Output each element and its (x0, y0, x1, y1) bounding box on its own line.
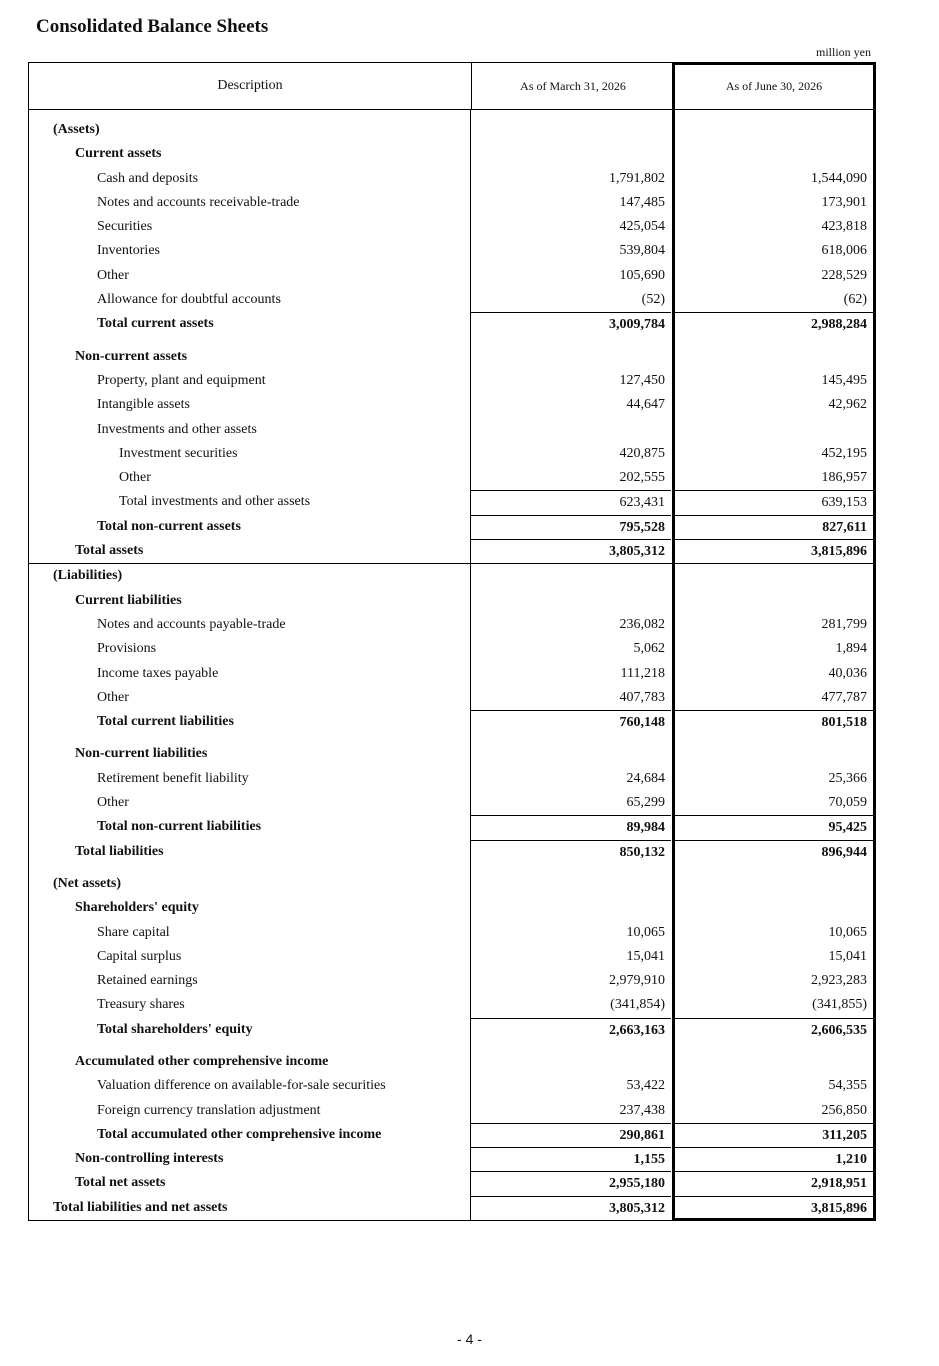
cell-value: 95,425 (828, 820, 867, 836)
cell-value: 53,422 (626, 1078, 665, 1094)
value-march-2026 (471, 1171, 671, 1196)
value-june-2026 (673, 142, 873, 166)
value-march-2026 (471, 710, 671, 735)
cell-value: 477,787 (821, 689, 867, 705)
value-june-2026 (673, 167, 873, 191)
cell-value: 801,518 (821, 715, 867, 731)
cell-value: 2,988,284 (811, 317, 867, 333)
page-title: Consolidated Balance Sheets (36, 16, 269, 37)
row-label: Other (97, 689, 129, 705)
value-june-2026 (673, 515, 873, 540)
cell-value: 236,082 (619, 616, 665, 632)
value-june-2026 (673, 1099, 873, 1123)
value-march-2026 (471, 288, 671, 312)
cell-value: 256,850 (821, 1102, 867, 1118)
cell-value: (52) (641, 292, 665, 308)
cell-value: 281,799 (821, 616, 867, 632)
cell-value: 2,923,283 (811, 973, 867, 989)
table-row (29, 1147, 875, 1171)
row-label: Current assets (75, 146, 162, 162)
table-row (29, 613, 875, 637)
value-june-2026 (673, 1171, 873, 1196)
value-june-2026 (673, 840, 873, 865)
cell-value: 2,918,951 (811, 1176, 867, 1192)
table-row (29, 393, 875, 417)
row-spacer (29, 337, 875, 345)
value-june-2026 (673, 662, 873, 686)
cell-value: 10,065 (626, 924, 665, 940)
row-label: Total non-current liabilities (97, 819, 262, 835)
cell-value: 145,495 (821, 372, 867, 388)
cell-value: 15,041 (828, 948, 867, 964)
value-june-2026 (673, 1050, 873, 1074)
value-june-2026 (673, 239, 873, 263)
table-row (29, 767, 875, 791)
cell-value: (62) (843, 292, 867, 308)
row-label: Intangible assets (97, 397, 190, 413)
row-label: (Assets) (53, 122, 100, 137)
balance-sheet-table (28, 62, 876, 1221)
value-june-2026 (673, 1123, 873, 1148)
value-march-2026 (471, 393, 671, 417)
value-june-2026 (673, 564, 873, 588)
value-june-2026 (673, 264, 873, 288)
value-june-2026 (673, 466, 873, 490)
value-march-2026 (471, 1196, 671, 1221)
value-march-2026 (471, 312, 671, 337)
table-row (29, 686, 875, 710)
value-march-2026 (471, 418, 671, 442)
cell-value: 186,957 (821, 470, 867, 486)
value-march-2026 (471, 945, 671, 969)
cell-value: 423,818 (821, 219, 867, 235)
table-row (29, 239, 875, 263)
cell-value: (341,854) (610, 997, 665, 1013)
row-label: Non-current assets (75, 348, 188, 364)
row-label: Current liabilities (75, 592, 182, 608)
table-row (29, 215, 875, 239)
value-march-2026 (471, 369, 671, 393)
value-june-2026 (673, 589, 873, 613)
value-june-2026 (673, 312, 873, 337)
table-row (29, 921, 875, 945)
value-march-2026 (471, 1123, 671, 1148)
cell-value: 2,663,163 (609, 1022, 665, 1038)
value-march-2026 (471, 896, 671, 920)
cell-value: 111,218 (620, 665, 665, 681)
row-label: Non-controlling interests (75, 1151, 224, 1167)
value-june-2026 (673, 710, 873, 735)
table-row (29, 490, 875, 514)
cell-value: 202,555 (619, 470, 665, 486)
table-row (29, 840, 875, 864)
cell-value: 3,009,784 (609, 317, 665, 333)
row-label: Total shareholders' equity (97, 1021, 253, 1037)
cell-value: 3,805,312 (609, 544, 665, 560)
cell-value: 24,684 (626, 770, 665, 786)
value-june-2026 (673, 1147, 873, 1172)
row-label: Property, plant and equipment (97, 372, 266, 388)
cell-value: 639,153 (821, 495, 867, 511)
table-row (29, 264, 875, 288)
value-june-2026 (673, 767, 873, 791)
value-june-2026 (673, 345, 873, 369)
row-label: Total accumulated other comprehensive income (97, 1126, 382, 1142)
table-row (29, 1018, 875, 1042)
table-row (29, 288, 875, 312)
cell-value: 896,944 (821, 844, 867, 860)
cell-value: 228,529 (821, 267, 867, 283)
value-june-2026 (673, 742, 873, 766)
cell-value: 420,875 (619, 445, 665, 461)
cell-value: 44,647 (626, 397, 665, 413)
value-march-2026 (471, 345, 671, 369)
value-june-2026 (673, 969, 873, 993)
value-june-2026 (673, 1074, 873, 1098)
cell-value: 452,195 (821, 445, 867, 461)
value-june-2026 (673, 288, 873, 312)
cell-value: 3,815,896 (811, 1200, 867, 1216)
value-march-2026 (471, 840, 671, 865)
table-row (29, 742, 875, 766)
cell-value: 3,815,896 (811, 544, 867, 560)
row-label: Foreign currency translation adjustment (97, 1102, 321, 1118)
table-row (29, 1123, 875, 1147)
value-march-2026 (471, 872, 671, 896)
table-row (29, 969, 875, 993)
cell-value: 127,450 (619, 372, 665, 388)
cell-value: 147,485 (619, 194, 665, 210)
row-label: Securities (97, 219, 153, 235)
value-march-2026 (471, 442, 671, 466)
cell-value: 10,065 (828, 924, 867, 940)
cell-value: 70,059 (828, 795, 867, 811)
value-march-2026 (471, 142, 671, 166)
table-row (29, 896, 875, 920)
value-june-2026 (673, 791, 873, 815)
value-march-2026 (471, 993, 671, 1017)
value-june-2026 (673, 872, 873, 896)
value-march-2026 (471, 662, 671, 686)
cell-value: 795,528 (619, 519, 665, 535)
row-label: Provisions (97, 641, 157, 657)
row-spacer (29, 1042, 875, 1050)
table-header (28, 62, 876, 110)
cell-value: 54,355 (828, 1078, 867, 1094)
value-march-2026 (471, 1050, 671, 1074)
table-row (29, 710, 875, 734)
value-march-2026 (471, 466, 671, 490)
cell-value: 850,132 (619, 844, 665, 860)
cell-value: 2,955,180 (609, 1176, 665, 1192)
value-june-2026 (673, 118, 873, 142)
table-row (29, 1099, 875, 1123)
cell-value: 539,804 (619, 243, 665, 259)
value-june-2026 (673, 993, 873, 1017)
table-row (29, 589, 875, 613)
value-march-2026 (471, 767, 671, 791)
value-march-2026 (471, 1099, 671, 1123)
header-june-2026: As of June 30, 2026 (725, 79, 823, 93)
row-label: (Liabilities) (53, 568, 123, 584)
value-june-2026 (673, 921, 873, 945)
row-label: Inventories (97, 243, 160, 259)
value-march-2026 (471, 515, 671, 540)
value-june-2026 (673, 686, 873, 710)
value-june-2026 (673, 191, 873, 215)
row-label: Total current assets (97, 316, 214, 332)
row-label: Investment securities (119, 445, 238, 461)
value-march-2026 (471, 791, 671, 815)
value-march-2026 (471, 191, 671, 215)
row-label: Shareholders' equity (75, 900, 199, 916)
value-march-2026 (471, 1074, 671, 1098)
row-label: Total liabilities and net assets (53, 1199, 228, 1215)
row-label: Income taxes payable (97, 665, 219, 681)
value-march-2026 (471, 637, 671, 661)
row-label: Total assets (75, 543, 144, 559)
table-row (29, 442, 875, 466)
cell-value: 618,006 (821, 243, 867, 259)
value-june-2026 (673, 815, 873, 840)
value-june-2026 (673, 418, 873, 442)
row-label: Non-current liabilities (75, 746, 208, 762)
value-march-2026 (471, 490, 671, 515)
cell-value: 105,690 (619, 267, 665, 283)
value-march-2026 (471, 539, 671, 564)
value-march-2026 (471, 742, 671, 766)
header-description: Description (217, 78, 283, 93)
row-label: Cash and deposits (97, 170, 199, 186)
row-label: Capital surplus (97, 948, 182, 964)
value-march-2026 (471, 564, 671, 588)
value-march-2026 (471, 118, 671, 142)
row-label: Retirement benefit liability (97, 770, 249, 786)
table-row (29, 539, 875, 563)
row-label: Accumulated other comprehensive income (75, 1053, 329, 1069)
table-row (29, 1171, 875, 1195)
row-label: Investments and other assets (97, 421, 257, 437)
cell-value: 1,544,090 (811, 170, 867, 186)
cell-value: 3,805,312 (609, 1200, 665, 1216)
table-row (29, 191, 875, 215)
unit-label: million yen (816, 45, 871, 59)
cell-value: 623,431 (619, 495, 665, 511)
value-march-2026 (471, 1147, 671, 1172)
value-march-2026 (471, 589, 671, 613)
value-march-2026 (471, 264, 671, 288)
cell-value: 42,962 (828, 397, 867, 413)
cell-value: 40,036 (828, 665, 867, 681)
row-label: (Net assets) (53, 875, 122, 891)
table-row (29, 369, 875, 393)
row-label: Treasury shares (97, 997, 185, 1013)
cell-value: 407,783 (619, 689, 665, 705)
cell-value: 290,861 (619, 1127, 665, 1143)
cell-value: 1,894 (835, 641, 867, 657)
cell-value: 2,979,910 (609, 973, 665, 989)
row-label: Total investments and other assets (119, 494, 311, 510)
row-label: Notes and accounts receivable-trade (97, 194, 300, 210)
table-row (29, 945, 875, 969)
value-june-2026 (673, 896, 873, 920)
cell-value: 1,155 (633, 1152, 665, 1168)
cell-value: 89,984 (626, 820, 665, 836)
value-june-2026 (673, 369, 873, 393)
table-row (29, 791, 875, 815)
cell-value: 760,148 (619, 715, 665, 731)
value-june-2026 (673, 637, 873, 661)
row-label: Total liabilities (75, 843, 164, 859)
cell-value: 827,611 (822, 519, 867, 535)
table-row (29, 515, 875, 539)
row-spacer (29, 734, 875, 742)
table-row (29, 872, 875, 896)
row-label: Retained earnings (97, 973, 198, 989)
row-label: Allowance for doubtful accounts (97, 292, 281, 308)
value-june-2026 (673, 1018, 873, 1043)
row-label: Other (97, 795, 129, 811)
table-row (29, 312, 875, 336)
cell-value: 2,606,535 (811, 1022, 867, 1038)
row-label: Total non-current assets (97, 518, 241, 534)
table-row (29, 563, 875, 588)
table-row (29, 167, 875, 191)
table-row (29, 662, 875, 686)
value-june-2026 (673, 539, 873, 564)
value-june-2026 (673, 613, 873, 637)
row-spacer (29, 864, 875, 872)
value-march-2026 (471, 969, 671, 993)
row-label: Total current liabilities (97, 714, 234, 730)
value-june-2026 (673, 490, 873, 515)
value-march-2026 (471, 921, 671, 945)
row-label: Other (119, 470, 151, 486)
table-row (29, 993, 875, 1017)
cell-value: 5,062 (633, 641, 665, 657)
page-number: - 4 - (457, 1331, 482, 1347)
value-march-2026 (471, 1018, 671, 1043)
value-march-2026 (471, 239, 671, 263)
value-march-2026 (471, 613, 671, 637)
cell-value: 237,438 (619, 1102, 665, 1118)
value-june-2026 (673, 945, 873, 969)
row-label: Notes and accounts payable-trade (97, 616, 286, 632)
table-row (29, 1050, 875, 1074)
row-label: Other (97, 267, 129, 283)
table-row (29, 1074, 875, 1098)
row-label: Share capital (97, 924, 170, 940)
row-label: Total net assets (75, 1175, 166, 1191)
cell-value: 311,205 (822, 1127, 867, 1143)
table-body (28, 110, 876, 1221)
table-row (29, 418, 875, 442)
table-row (29, 637, 875, 661)
table-row (29, 1196, 875, 1220)
cell-value: (341,855) (812, 997, 867, 1013)
cell-value: 1,210 (835, 1152, 867, 1168)
table-row (29, 466, 875, 490)
cell-value: 173,901 (821, 194, 867, 210)
value-june-2026 (673, 442, 873, 466)
value-june-2026 (673, 215, 873, 239)
value-march-2026 (471, 815, 671, 840)
cell-value: 25,366 (828, 770, 867, 786)
cell-value: 15,041 (626, 948, 665, 964)
table-row (29, 118, 875, 142)
table-row (29, 345, 875, 369)
cell-value: 425,054 (619, 219, 665, 235)
value-june-2026 (673, 1196, 873, 1221)
value-june-2026 (673, 393, 873, 417)
table-row (29, 815, 875, 839)
value-march-2026 (471, 215, 671, 239)
cell-value: 65,299 (626, 795, 665, 811)
value-march-2026 (471, 167, 671, 191)
row-label: Valuation difference on available-for-sale securities (97, 1078, 386, 1094)
value-march-2026 (471, 686, 671, 710)
table-row (29, 142, 875, 166)
cell-value: 1,791,802 (609, 170, 665, 186)
header-march-2026: As of March 31, 2026 (471, 63, 674, 109)
